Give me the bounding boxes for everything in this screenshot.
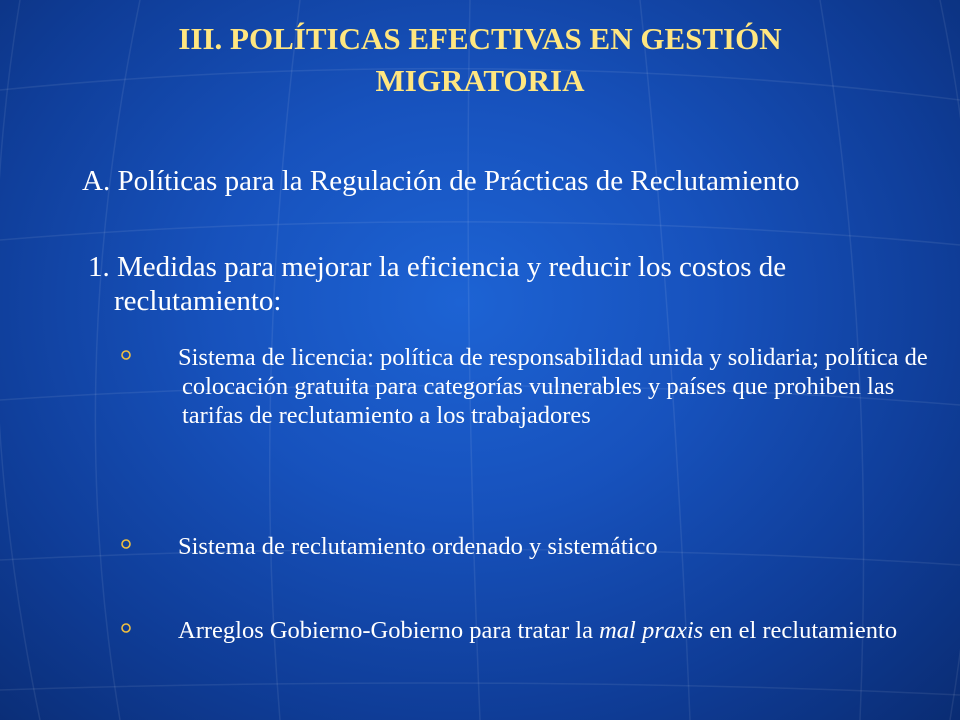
section-heading: A. Políticas para la Regulación de Prácticas de Reclutamiento <box>82 165 800 197</box>
bullet-text: Sistema de reclutamiento ordenado y sistemático <box>178 533 658 560</box>
hollow-circle-bullet-icon <box>120 538 132 550</box>
bullet-text <box>178 616 938 645</box>
slide-title-line-1: III. POLÍTICAS EFECTIVAS EN GESTIÓN <box>178 21 782 56</box>
slide-title-line-2: MIGRATORIA <box>375 63 585 98</box>
bullet-text-emphasis: mal praxis <box>599 617 704 644</box>
hollow-circle-bullet-icon <box>120 349 132 361</box>
bullet-text: Sistema de licencia: política de responsabilidad unida y solidaria; política de colocación gratuita para categorías vulnerables y países que prohiben las tarifas de reclutamiento a los trabajadores <box>178 344 928 429</box>
bullet-text-part: Arreglos Gobierno-Gobierno para tratar la <box>178 617 600 644</box>
slide-title <box>60 18 900 102</box>
subsection-heading: 1. Medidas para mejorar la eficiencia y reducir los costos de reclutamiento: <box>88 251 787 317</box>
bullet-text-part: en el reclutamiento <box>703 617 898 644</box>
hollow-circle-bullet-icon <box>120 622 132 634</box>
